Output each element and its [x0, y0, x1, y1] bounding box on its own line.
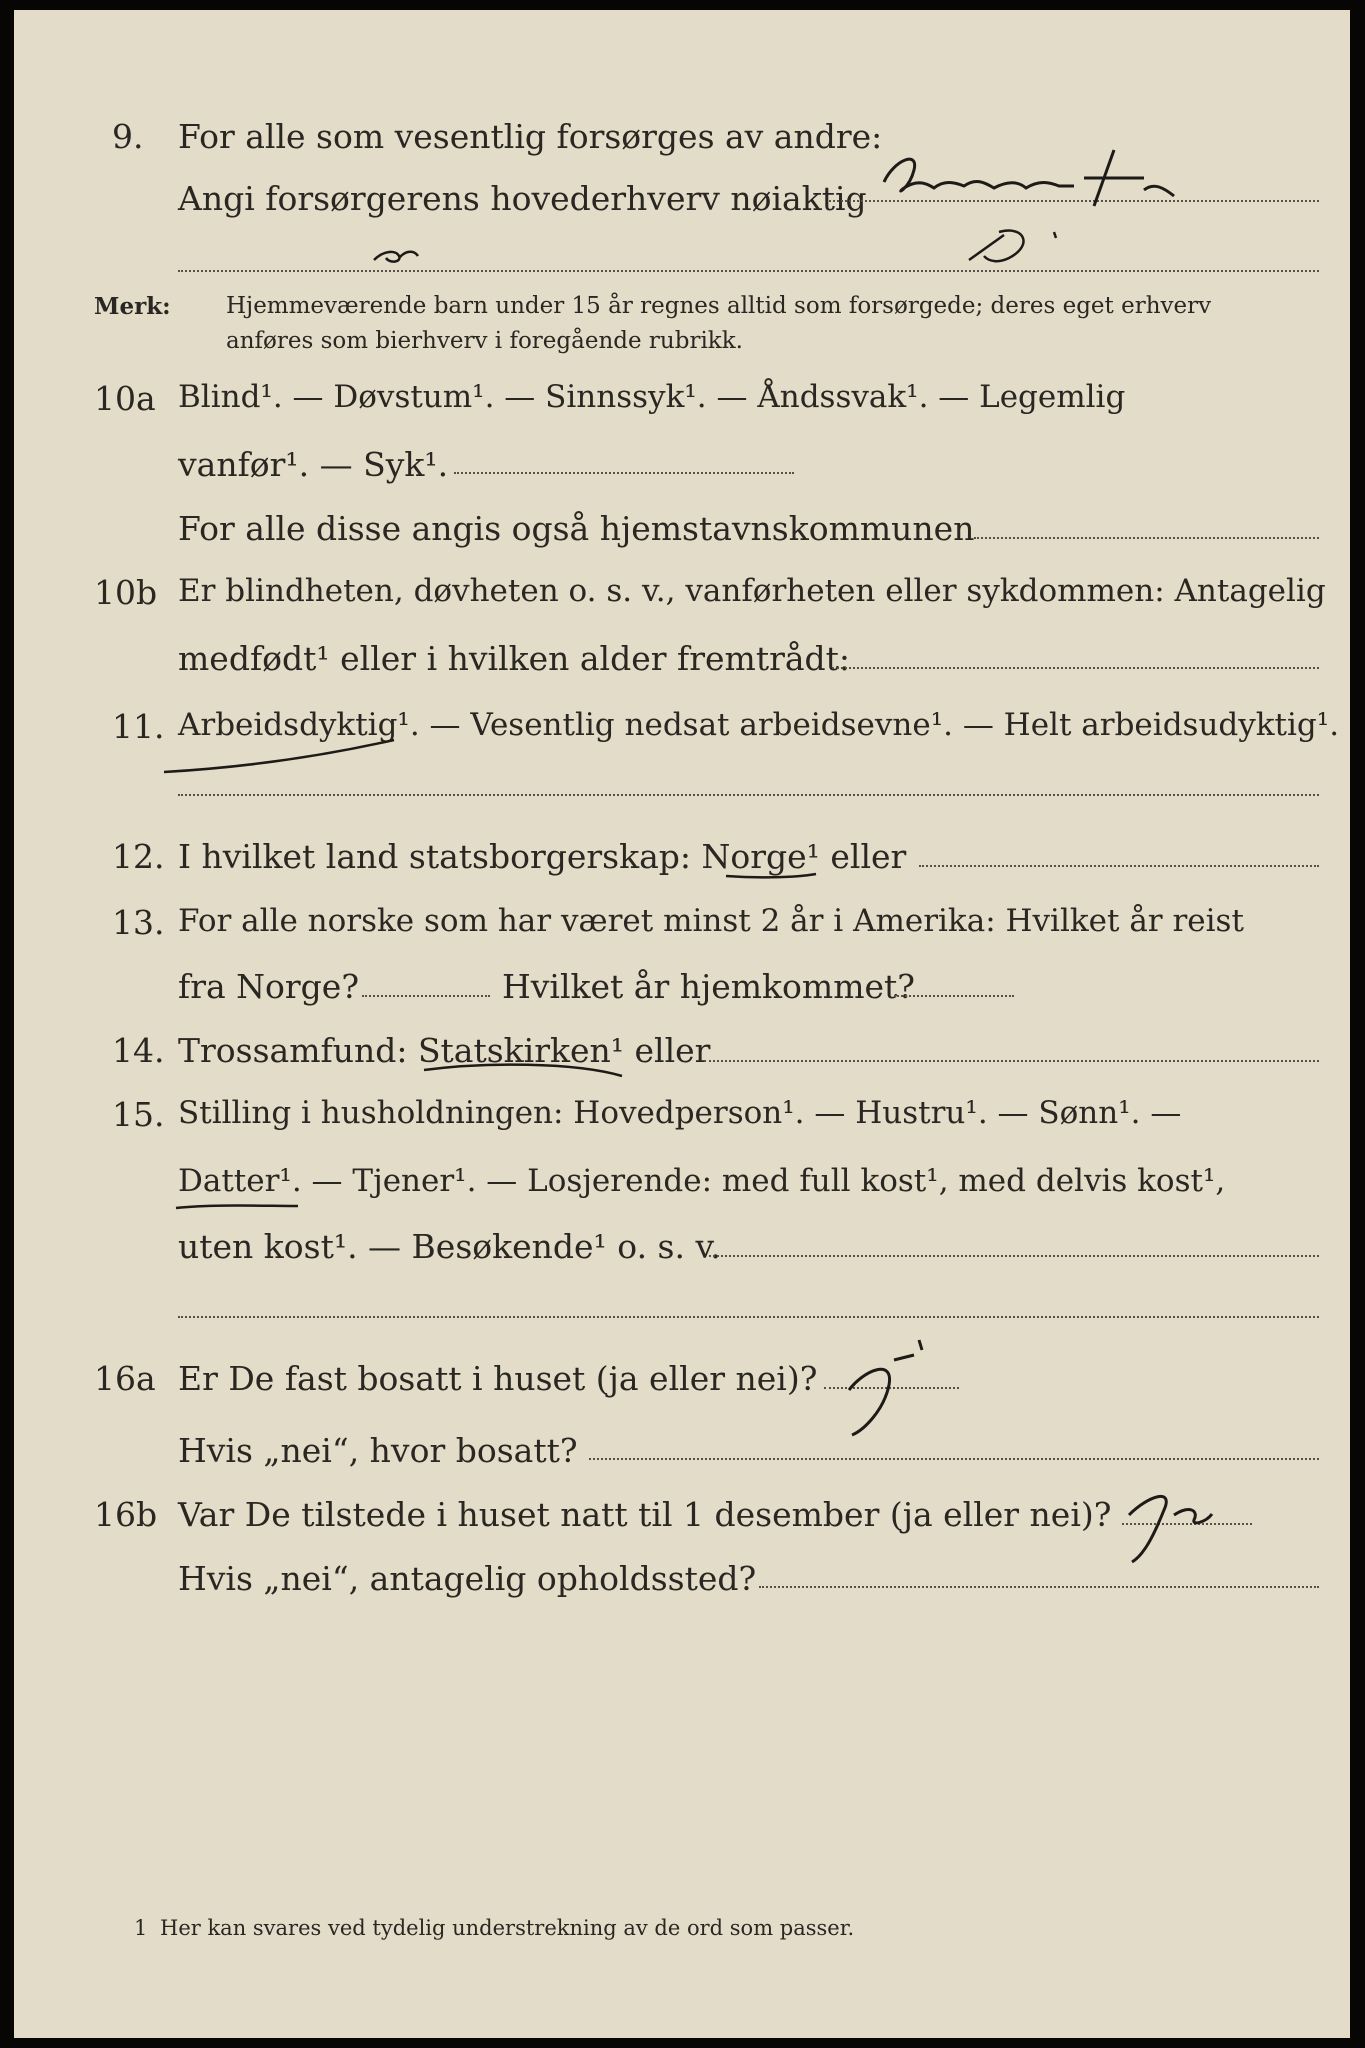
- q14-line1: Trossamfund: Statskirken¹ eller: [178, 1031, 711, 1070]
- footnote-text: Her kan svares ved tydelig understrekning av de ord som passer.: [160, 1916, 855, 1940]
- q15-line3: uten kost¹. — Besøkende¹ o. s. v.: [178, 1227, 721, 1266]
- merk-line2: anføres som bierhverv i foregående rubrikk.: [226, 328, 743, 354]
- merk-line1: Hjemmeværende barn under 15 år regnes alltid som forsørgede; deres eget erhverv: [226, 293, 1212, 319]
- q13-line2b: Hvilket år hjemkommet?: [502, 967, 915, 1006]
- q10a-line1: Blind¹. — Døvstum¹. — Sinnssyk¹. — Åndssvak¹. — Legemlig: [178, 379, 1126, 415]
- q16a-number: 16a: [94, 1359, 156, 1398]
- q10a-line2: vanfør¹. — Syk¹.: [178, 445, 449, 484]
- q9-line1: For alle som vesentlig forsørges av andre:: [178, 117, 883, 156]
- q9-line2: Angi forsørgerens hovederhverv nøiaktig: [178, 179, 867, 218]
- q16b-line1: Var De tilstede i huset natt til 1 desember (ja eller nei)?: [178, 1495, 1112, 1534]
- q11-line1: Arbeidsdyktig¹. — Vesentlig nedsat arbeidsevne¹. — Helt arbeidsudyktig¹.: [178, 707, 1340, 743]
- q16b-handwriting: [14, 10, 1350, 2038]
- q15-line2: Datter¹. — Tjener¹. — Losjerende: med full kost¹, med delvis kost¹,: [178, 1163, 1226, 1199]
- q13-line1: For alle norske som har været minst 2 år i Amerika: Hvilket år reist: [178, 903, 1244, 939]
- q11-number: 11.: [112, 707, 165, 746]
- q15-line1: Stilling i husholdningen: Hovedperson¹. — Hustru¹. — Sønn¹. —: [178, 1095, 1182, 1131]
- q16a-line2: Hvis „nei“, hvor bosatt?: [178, 1431, 578, 1470]
- q9-number: 9.: [112, 117, 144, 156]
- q16b-number: 16b: [94, 1495, 158, 1534]
- q13-number: 13.: [112, 903, 165, 942]
- merk-label: Merk:: [94, 293, 171, 320]
- q10b-line2: medfødt¹ eller i hvilken alder fremtrådt:: [178, 639, 851, 678]
- q15-number: 15.: [112, 1095, 165, 1134]
- census-form-page: [14, 10, 1350, 2038]
- q14-number: 14.: [112, 1031, 165, 1070]
- q10a-number: 10a: [94, 379, 156, 418]
- footnote-mark: 1: [134, 1916, 148, 1940]
- q16a-line1: Er De fast bosatt i huset (ja eller nei)?: [178, 1359, 818, 1398]
- q12-number: 12.: [112, 837, 165, 876]
- q16b-opholdssted-line[interactable]: [759, 1586, 1319, 1588]
- q16b-line2: Hvis „nei“, antagelig opholdssted?: [178, 1559, 757, 1598]
- q10b-line1: Er blindheten, døvheten o. s. v., vanførheten eller sykdommen: Antagelig: [178, 573, 1326, 609]
- q10a-line3: For alle disse angis også hjemstavnskommunen: [178, 509, 975, 548]
- q13-line2a: fra Norge?: [178, 967, 360, 1006]
- q12-line1: I hvilket land statsborgerskap: Norge¹ eller: [178, 837, 907, 876]
- q10b-number: 10b: [94, 573, 158, 612]
